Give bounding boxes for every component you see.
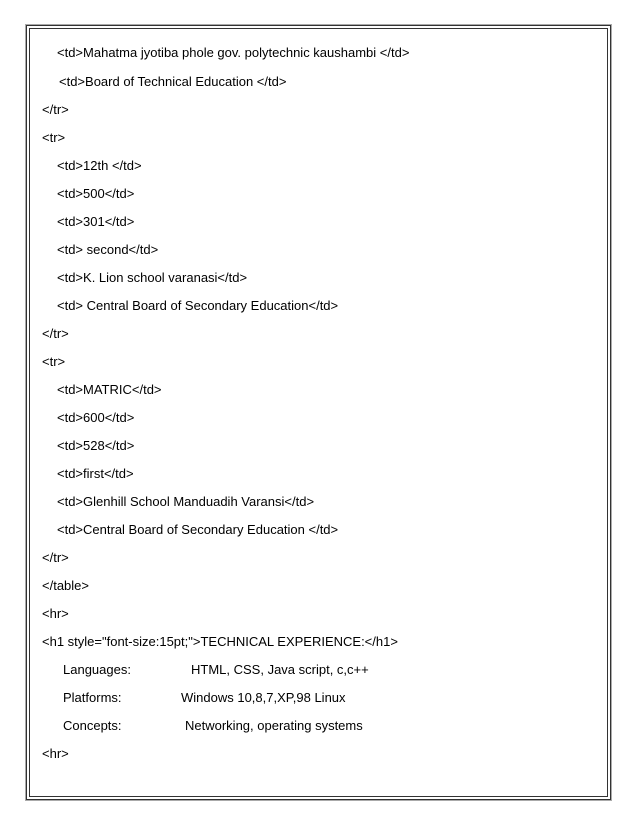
code-line: <td>528</td>: [57, 438, 135, 453]
experience-label-platforms: Platforms:: [63, 690, 122, 705]
code-line: <td> second</td>: [57, 242, 159, 257]
code-line: <tr>: [42, 130, 66, 145]
experience-label-concepts: Concepts:: [63, 718, 122, 733]
code-line: <hr>: [42, 606, 69, 621]
code-line: <td>500</td>: [57, 186, 135, 201]
code-line: <td>Central Board of Secondary Education </td>: [57, 522, 339, 537]
code-line: <td>first</td>: [57, 466, 134, 481]
code-line: <td>Board of Technical Education </td>: [59, 74, 287, 89]
experience-value-languages: HTML, CSS, Java script, c,c++: [191, 662, 369, 677]
code-line: <td>12th </td>: [57, 158, 142, 173]
code-line: </table>: [42, 578, 89, 593]
code-line: <td> Central Board of Secondary Education</td>: [57, 298, 339, 313]
code-line-closing-hr: <hr>: [42, 746, 69, 761]
code-line: </tr>: [42, 326, 69, 341]
experience-value-concepts: Networking, operating systems: [185, 718, 363, 733]
experience-label-languages: Languages:: [63, 662, 131, 677]
code-line: </tr>: [42, 102, 69, 117]
code-line: <td>301</td>: [57, 214, 135, 229]
code-line: <td>MATRIC</td>: [57, 382, 162, 397]
code-line: <td>Mahatma jyotiba phole gov. polytechnic kaushambi </td>: [57, 45, 410, 60]
experience-value-platforms: Windows 10,8,7,XP,98 Linux: [181, 690, 346, 705]
code-line: <td>600</td>: [57, 410, 135, 425]
code-line: <td>K. Lion school varanasi</td>: [57, 270, 248, 285]
code-line: <tr>: [42, 354, 66, 369]
code-line: <h1 style="font-size:15pt;">TECHNICAL EXPERIENCE:</h1>: [42, 634, 398, 649]
code-line: <td>Glenhill School Manduadih Varansi</td>: [57, 494, 315, 509]
code-line: </tr>: [42, 550, 69, 565]
